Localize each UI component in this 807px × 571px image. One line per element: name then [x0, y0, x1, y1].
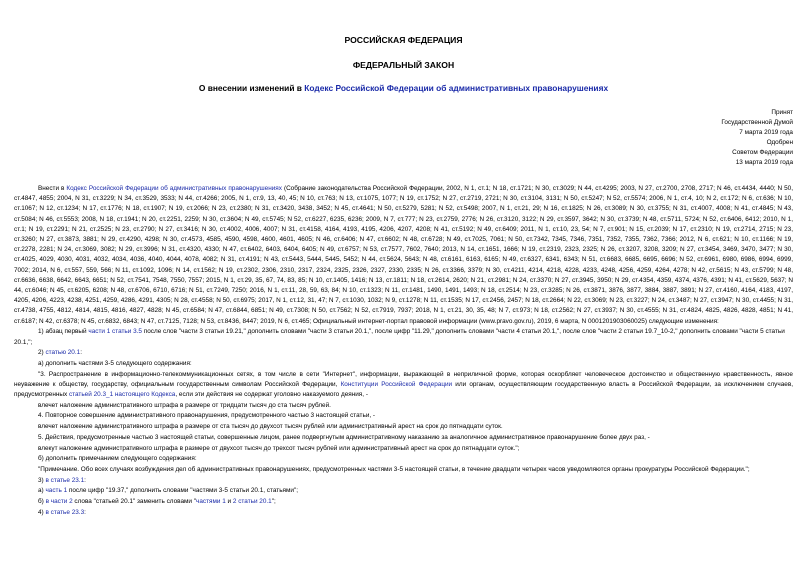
intro-pre: Внести в — [38, 185, 67, 192]
item-2-text: 2) — [38, 349, 46, 357]
quote-part-3-text-2: или органам, осуществляющим государственную власть в Российской Федерации, за исключением случаев, предусмотренных — [14, 380, 793, 399]
item-3a — [14, 486, 793, 496]
item-3b-link-2[interactable]: частями 1 — [196, 498, 226, 506]
item-1 — [14, 327, 793, 347]
item-3a-text-rest: после цифр "19.37," дополнить словами "частями 3-5 статьи 20.1, статьями"; — [67, 487, 298, 495]
quote-part-3-text-3: , если эти действия не содержат уголовно наказуемого деяния, - — [175, 391, 368, 399]
item-3a-link[interactable]: часть 1 — [45, 487, 68, 495]
item-3-text: 3) — [38, 476, 46, 484]
item-3b-link-3[interactable]: 2 статьи 20.1 — [232, 498, 272, 506]
adoption-block — [14, 108, 793, 168]
law-title — [14, 82, 793, 94]
item-2 — [14, 348, 793, 358]
item-3b-text: б) — [38, 498, 46, 506]
adoption-line: 13 марта 2019 года — [735, 159, 793, 166]
penalty-part-3: влечет наложение административного штрафа в размере от тридцати тысяч до ста тысяч рублей. — [38, 401, 331, 409]
item-3-link[interactable]: в статье 23.1 — [45, 476, 85, 484]
item-3b-link-1[interactable]: в части 2 — [45, 498, 73, 506]
intro-paragraph — [14, 184, 793, 327]
item-3b — [14, 497, 793, 507]
item-3a-text: а) — [38, 487, 46, 495]
adoption-line: 7 марта 2019 года — [739, 129, 793, 136]
adoption-line: Принят — [771, 109, 793, 116]
item-3b-text-2: слова "статьей 20.1" заменить словами " — [72, 498, 197, 506]
federation-heading: РОССИЙСКАЯ ФЕДЕРАЦИЯ — [344, 35, 463, 45]
quote-part-3-text: "3. Распространение в информационно-телекоммуникационных сетях, в том числе в сети "Интернет", информации, выражающей в неприличной форме, которая оскорбляет человеческое достоинство и общественную нравственность, явное неуважение к обществу, государству, официальным государственным символам Российской Федерации, — [14, 370, 793, 388]
item-1-link[interactable]: части 1 статьи 3.5 — [88, 328, 142, 336]
intro-body: (Собрание законодательства Российской Федерации, 2002, N 1, ст.1; N 18, ст.1721; N 30, ст.3029; N 44, ст.4295; 2003, N 27, ст.2700, 2708, 2717; N 46, ст.4434, 4440; N 50, ст.4847, 4855; 2004, N 31, ст.3229; N 34, ст.3529, 3533; N 44, ст.4266; 2005, N 1, ст.9, 13, 40, 45; N 10, ст.763; N 13, ст.1075, 1077; N 19, ст.1752; N 27, ст.2719, 2721; N 30, ст.3104, 3131; N 50, ст.5247; N 52, ст.5574; 2006, N 1, ст.4, 10; N 2, ст.172; N 6, ст.636; N 10, ст.1067; N 12, ст.1234; N 17, ст.1776; N 18, ст.1907; N 19, ст.2066; N 23, ст.2380; N 31, ст.3420, 3438, 3452; N 45, ст.4641; N 50, ст.5279, 5281; N 52, ст.5498; 2007, N 1, ст.21, 29; N 16, ст.1825; N 26, ст.3089; N 30, ст.3755; N 31, ст.4007, 4008; N 41, ст.4845; N 43, ст.5084; N 46, ст.5553; 2008, N 18, ст.1941; N 20, ст.2251, 2259; N 30, ст.3604; N 49, ст.5745; N 52, ст.6227, 6235, 6236; 2009, N 7, ст.777; N 23, ст.2759, 2776; N 26, ст.3120, 3122; N 29, ст.3597, 3642; N 30, ст.3739; N 48, ст.5711, 5724; N 52, ст.6406, 6412; 2010, N 1, ст.1; N 19, ст.2291; N 21, ст.2525; N 23, ст.2790; N 27, ст.3416; N 30, ст.4002, 4006, 4007; N 31, ст.4158, 4164, 4193, 4195, 4206, 4207, 4208; N 41, ст.5192; N 49, ст.6409; 2011, N 1, ст.10, 23, 54; N 7, ст.901; N 15, ст.2039; N 17, ст.2310; N 19, ст.2714, 2715; N 23, ст.3260; N 27, ст.3873, 3881; N 29, ст.4290, 4298; N 30, ст.4573, 4585, 4590, 4598, 4600, 4601, 4605; N 46, ст.6406; N 47, ст.6602; N 48, ст.6728; N 49, ст.7025, 7061; N 50, ст.7342, 7345, 7346, 7351, 7352, 7355, 7362, 7366; 2012, N 6, ст.621; N 10, ст.1166; N 19, ст.2278, 2281; N 24, ст.3069, 3082; N 29, ст.3996; N 31, ст.4320, 4330; N 47, ст.6402, 6403, 6404, 6405; N 49, ст.6757; N 53, ст.7577, 7602, 7640; 2013, N 14, ст.1651, 1666; N 19, ст.2319, 2323, 2325; N 26, ст.3207, 3208, 3209; N 27, ст.3454, 3469, 3470, 3477; N 30, ст.4025, 4029, 4030, 4031, 4032, 4034, 4036, 4040, 4044, 4078, 4082; N 31, ст.4191; N 43, ст.5443, 5444, 5445, 5452; N 44, ст.5624, 5643; N 48, ст.6161, 6163, 6165; N 49, ст.6327, 6341, 6343; N 51, ст.6683, 6685, 6695, 6696; N 52, ст.6961, 6980, 6986, 6994, 6999, 7002; 2014, N 6, ст.557, 559, 566; N 11, ст.1092, 1096; N 14, ст.1562; N 19, ст.2302, 2306, 2310, 2317, 2324, 2325, 2326, 2327, 2330, 2335; N 26, ст.3366, 3379; N 30, ст.4211, 4214, 4218, 4228, 4233, 4248, 4256, 4259, 4264, 4278; N 42, ст.5615; N 43, ст.5799; N 48, ст.6636, 6638, 6642, 6643, 6651; N 52, ст.7541, 7548, 7550, 7557; 2015, N 1, ст.29, 35, 67, 74, 83, 85; N 10, ст.1405, 1416; N 13, ст.1811; N 18, ст.2614, 2620; N 21, ст.2981; N 24, ст.3370; N 27, ст.3945, 3950; N 29, ст.4354, 4359, 4374, 4376, 4391; N 41, ст.5629, 5637; N 44, ст.6046; N 45, ст.6205, 6208; N 48, ст.6706, 6710, 6716; N 51, ст.7249, 7250; 2016, N 1, ст.11, 28, 59, 63, 84; N 10, ст.1323; N 11, ст.1481, 1490, 1491, 1493; N 18, ст.2514; N 23, ст.3285; N 26, ст.3871, 3876, 3877, 3884, 3887, 3891; N 27, ст.4160, 4164, 4183, 4197, 4205, 4206, 4223, 4238, 4251, 4259, 4286, 4291, 4305; N 28, ст.4558; N 50, ст.6975; 2017, N 1, ст.12, 31, 47; N 7, ст.1030, 1032; N 9, ст.1278; N 11, ст.1535; N 17, ст.2456, 2457; N 18, ст.2664; N 22, ст.3069; N 23, ст.3227; N 24, ст.3487; N 27, ст.3947; N 30, ст.4455; N 31, ст.4738, 4755, 4812, 4814, 4815, 4816, 4827, 4828; N 45, ст.6584; N 47, ст.6844, 6851; N 49, ст.7308; N 50, ст.7562; N 52, ст.7919, 7937; 2018, N 1, ст.21, 30, 35, 48; N 7, ст.973; N 18, ст.2562; N 27, ст.3937; N 30, ст.4555; N 31, ст.4824, 4825, 4826, 4828, 4851; N 41, ст.6187; N 42, ст.6378; N 45, ст.6832, 6843; N 47, ст.7125, 7128; N 53, ст.8436, 8447; 2019, N 6, ст.465; Официальный интернет-портал правовой информации (www.pravo.gov.ru), 2019, 6 марта, N 0001201903060025) следующие изменения: — [14, 185, 793, 325]
quote-part-5: 5. Действия, предусмотренные частью 3 настоящей статьи, совершенные лицом, ранее подвергнутым административному наказанию за аналогичное административное правонарушение более двух раз, - — [38, 433, 650, 441]
item-3b-text-4: "; — [271, 498, 276, 506]
item-4-colon: : — [84, 508, 86, 516]
adoption-line: Государственной Думой — [721, 119, 793, 126]
law-title-link[interactable]: Кодекс Российской Федерации об административных правонарушениях — [304, 83, 609, 93]
code-link[interactable]: Кодекс Российской Федерации об административных правонарушениях — [66, 185, 282, 192]
item-3-colon: : — [84, 476, 86, 484]
quote-part-4: 4. Повторное совершение административного правонарушения, предусмотренного частью 3 настоящей статьи, - — [38, 412, 376, 420]
law-type-heading: ФЕДЕРАЛЬНЫЙ ЗАКОН — [352, 60, 455, 70]
penalty-part-5: влекут наложение административного штрафа в размере от двухсот тысяч до трехсот тысяч рублей или административный арест на срок до пятнадцати суток."; — [38, 444, 520, 452]
item-4 — [14, 508, 793, 518]
item-2a: а) дополнить частями 3-5 следующего содержания: — [38, 359, 192, 367]
item-3 — [14, 476, 793, 486]
item-1-text-rest: после слов "части 3 статьи 19.21," дополнить словами "части 3 статьи 20.1,", после цифр "11.29," дополнить словами "части 4 статьи 20.1,", после слов "части 2 статьи 19.7_10-2," дополнить словами "части 5 статьи 20.1,"; — [14, 328, 785, 346]
item-2b: б) дополнить примечанием следующего содержания: — [38, 455, 197, 463]
item-2-link[interactable]: статью 20.1 — [45, 349, 81, 357]
quote-part-3 — [14, 370, 793, 401]
item-3b-text-3: и — [225, 498, 233, 506]
article-20-3-1-link[interactable]: статьей 20.3_1 настоящего Кодекса — [68, 391, 176, 399]
item-1-text: 1) абзац первый — [38, 328, 89, 336]
adoption-line: Советом Федерации — [732, 149, 793, 156]
adoption-line: Одобрен — [766, 139, 793, 146]
item-4-link[interactable]: в статье 23.3 — [45, 508, 85, 516]
law-title-prefix: О внесении изменений в — [198, 83, 305, 93]
constitution-link[interactable]: Конституции Российской Федерации — [340, 380, 453, 388]
item-2-colon: : — [80, 349, 82, 357]
penalty-part-4: влечет наложение административного штрафа в размере от ста тысяч до двухсот тысяч рублей или административный арест на срок до пятнадцати суток. — [38, 423, 503, 431]
note-paragraph: "Примечание. Обо всех случаях возбуждения дел об административных правонарушениях, предусмотренных частями 3-5 настоящей статьи, в течение двадцати четырех часов уведомляются органы прокуратуры Российской Федерации."; — [38, 465, 750, 473]
item-4-text: 4) — [38, 508, 46, 516]
